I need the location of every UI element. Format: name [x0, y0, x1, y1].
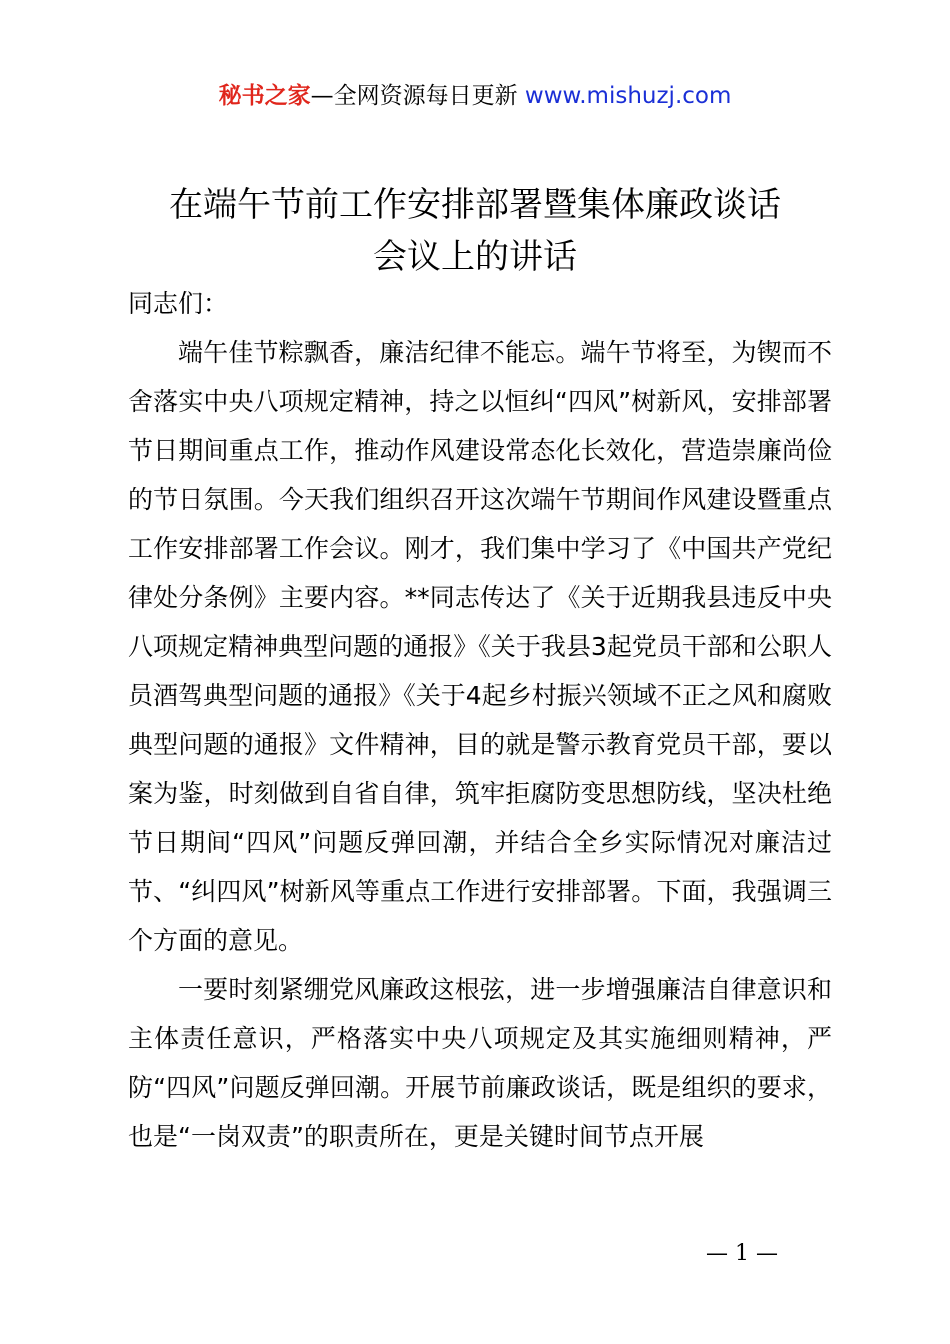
brand-name: 秘书之家 [218, 83, 311, 109]
paragraph: 端午佳节粽飘香，廉洁纪律不能忘。端午节将至，为锲而不舍落实中央八项规定精神，持之以恒纠“四风”树新风，安排部署节日期间重点工作，推动作风建设常态化长效化，营造崇廉尚俭的节日氛围。今天我们组织召开这次端午节期间作风建设暨重点工作安排部署工作会议。刚才，我们集中学习了《中国共产党纪律处分条例》主要内容。**同志传达了《关于近期我县违反中央八项规定精神典型问题的通报》《关于我县3起党员干部和公职人员酒驾典型问题的通报》《关于4起乡村振兴领域不正之风和腐败典型问题的通报》文件精神，目的就是警示教育党员干部，要以案为鉴，时刻做到自省自律，筑牢拒腐防变思想防线，坚决杜绝节日期间“四风”问题反弹回潮，并结合全乡实际情况对廉洁过节、“纠四风”树新风等重点工作进行安排部署。下面，我强调三个方面的意见。 [128, 338, 832, 955]
document-title-line-2: 会议上的讲话 [373, 237, 577, 277]
document-title-line-1: 在端午节前工作安排部署暨集体廉政谈话 [169, 185, 781, 225]
page-number: — 1 — [706, 1241, 778, 1266]
header-tagline: —全网资源每日更新 [310, 83, 518, 109]
document-body [128, 279, 832, 1161]
salutation: 同志们： [128, 289, 229, 318]
site-url-link[interactable]: www.mishuzj.com [524, 83, 732, 109]
paragraph: 一要时刻紧绷党风廉政这根弦，进一步增强廉洁自律意识和主体责任意识，严格落实中央八项规定及其实施细则精神，严防“四风”问题反弹回潮。开展节前廉政谈话，既是组织的要求，也是“一岗双责”的职责所在，更是关键时间节点开展 [128, 975, 832, 1151]
site-header [0, 80, 950, 112]
